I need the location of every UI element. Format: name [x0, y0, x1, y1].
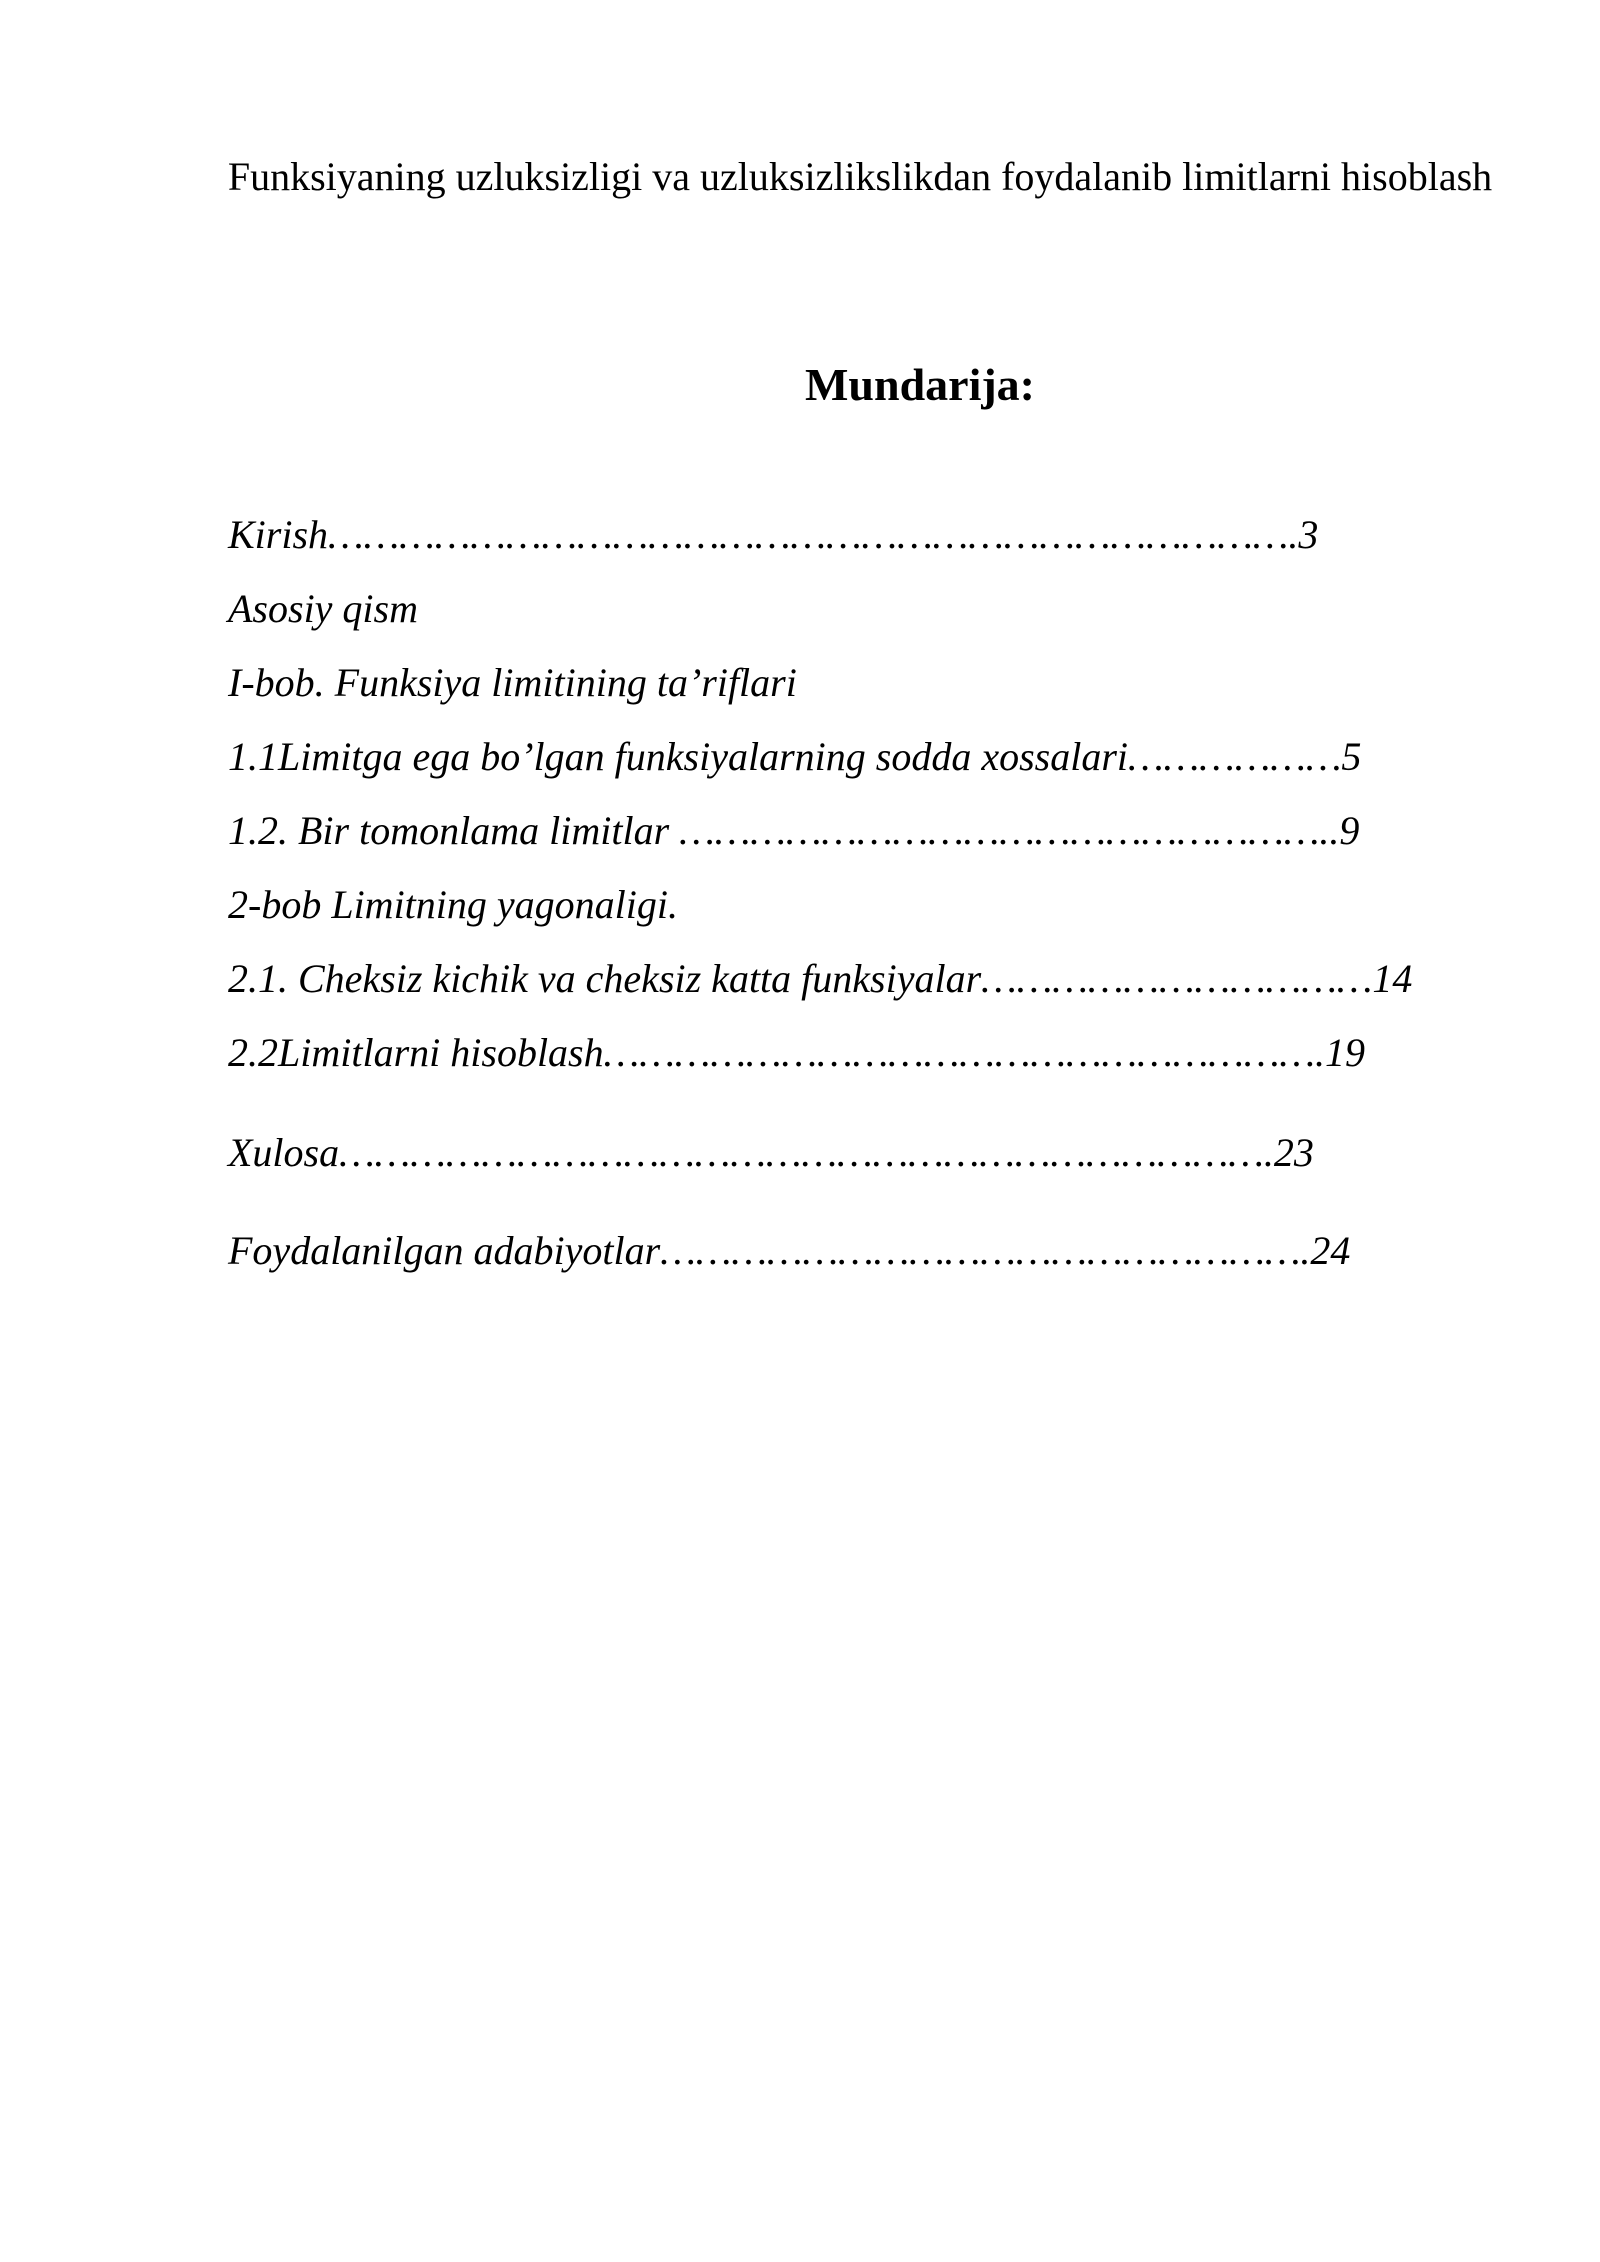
toc-entry-section-2-1: 2.1. Cheksiz kichik va cheksiz katta funksiyalar……………………………14 [228, 956, 1413, 1001]
toc-entry-chapter-1: I-bob. Funksiya limitining ta’riflari [228, 660, 797, 705]
toc-entry-kirish: Kirish……………………………………………………………………….3 [228, 512, 1319, 557]
toc-entry-adabiyotlar: Foydalanilgan adabiyotlar……………………………………………….24 [228, 1228, 1351, 1273]
toc-entry-section-1-2: 1.2. Bir tomonlama limitlar ………………………………………………..9 [228, 808, 1360, 853]
toc-entry-asosiy-qism: Asosiy qism [228, 586, 418, 631]
toc-entry-section-1-1: 1.1Limitga ega bo’lgan funksiyalarning sodda xossalari………………5 [228, 734, 1362, 779]
toc-heading: Mundarija: [805, 359, 1035, 410]
toc-entry-xulosa: Xulosa…………………………………………………………………….23 [228, 1130, 1314, 1175]
document-title: Funksiyaning uzluksizligi va uzluksizlikslikdan foydalanib limitlarni hisoblash [227, 154, 1493, 199]
toc-entry-section-2-2: 2.2Limitlarni hisoblash…………………………………………………….19 [228, 1030, 1365, 1075]
toc-entry-chapter-2: 2-bob Limitning yagonaligi. [228, 882, 678, 927]
